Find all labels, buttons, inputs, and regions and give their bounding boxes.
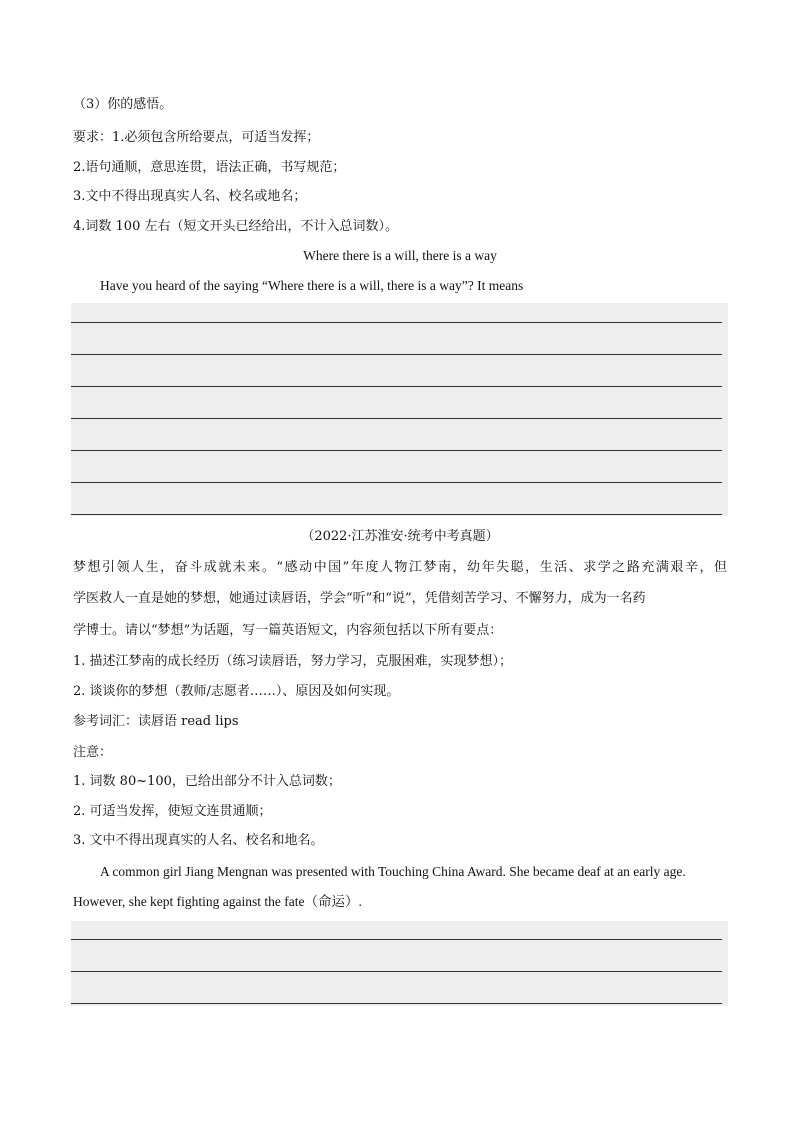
- notes-heading: 注意：: [73, 745, 113, 760]
- prompt-line-3: 学博士。请以“梦想”为话题，写一篇英语短文，内容须包括以下所有要点：: [73, 623, 503, 638]
- answer-line: [71, 939, 722, 940]
- essay-opening-line-2: However, she kept fighting against the fate（命运）.: [73, 894, 362, 909]
- point-2: 2. 谈谈你的梦想（教师/志愿者……）、原因及如何实现。: [73, 684, 400, 699]
- answer-line: [71, 354, 722, 355]
- question-source: （2022·江苏淮安·统考中考真题）: [301, 529, 499, 544]
- answer-line: [71, 322, 722, 323]
- requirement-4: 4.词数 100 左右（短文开头已经给出，不计入总词数）。: [73, 219, 398, 234]
- note-2: 2. 可适当发挥，使短文连贯通顺；: [73, 804, 272, 819]
- point-1: 1. 描述江梦南的成长经历（练习读唇语，努力学习，克服困难，实现梦想）；: [73, 654, 513, 669]
- point-3: （3）你的感悟。: [73, 97, 173, 112]
- note-3: 3. 文中不得出现真实的人名、校名和地名。: [73, 833, 324, 848]
- reference-vocabulary: 参考词汇：读唇语 read lips: [73, 714, 239, 729]
- requirement-3: 3.文中不得出现真实人名、校名或地名；: [73, 189, 307, 204]
- prompt-line-2: 学医救人一直是她的梦想，她通过读唇语，学会“听”和“说”，凭借刻苦学习、不懈努力，成为一名药: [73, 591, 646, 606]
- answer-line: [71, 482, 722, 483]
- note-1: 1. 词数 80~100，已给出部分不计入总词数；: [73, 774, 341, 789]
- answer-line: [71, 450, 722, 451]
- requirement-2: 2.语句通顺，意思连贯，语法正确，书写规范；: [73, 160, 346, 175]
- answer-line: [71, 386, 722, 387]
- prompt-line-1: 梦想引领人生，奋斗成就未来。“感动中国”年度人物江梦南，幼年失聪，生活、求学之路充满艰辛，但: [73, 560, 727, 575]
- answer-line: [71, 971, 722, 972]
- essay-opening-line-1: A common girl Jiang Mengnan was presented with Touching China Award. She became deaf at an early age.: [100, 864, 686, 879]
- essay-opening: Have you heard of the saying “Where there is a will, there is a way”? It means: [100, 278, 524, 293]
- answer-line: [71, 418, 722, 419]
- answer-area-2[interactable]: [71, 921, 728, 1006]
- answer-line: [71, 1003, 722, 1004]
- answer-line: [71, 514, 722, 515]
- answer-area-1[interactable]: [71, 303, 728, 516]
- requirement-1: 要求：1.必须包含所给要点，可适当发挥；: [73, 130, 320, 145]
- essay-title: Where there is a will, there is a way: [303, 248, 497, 263]
